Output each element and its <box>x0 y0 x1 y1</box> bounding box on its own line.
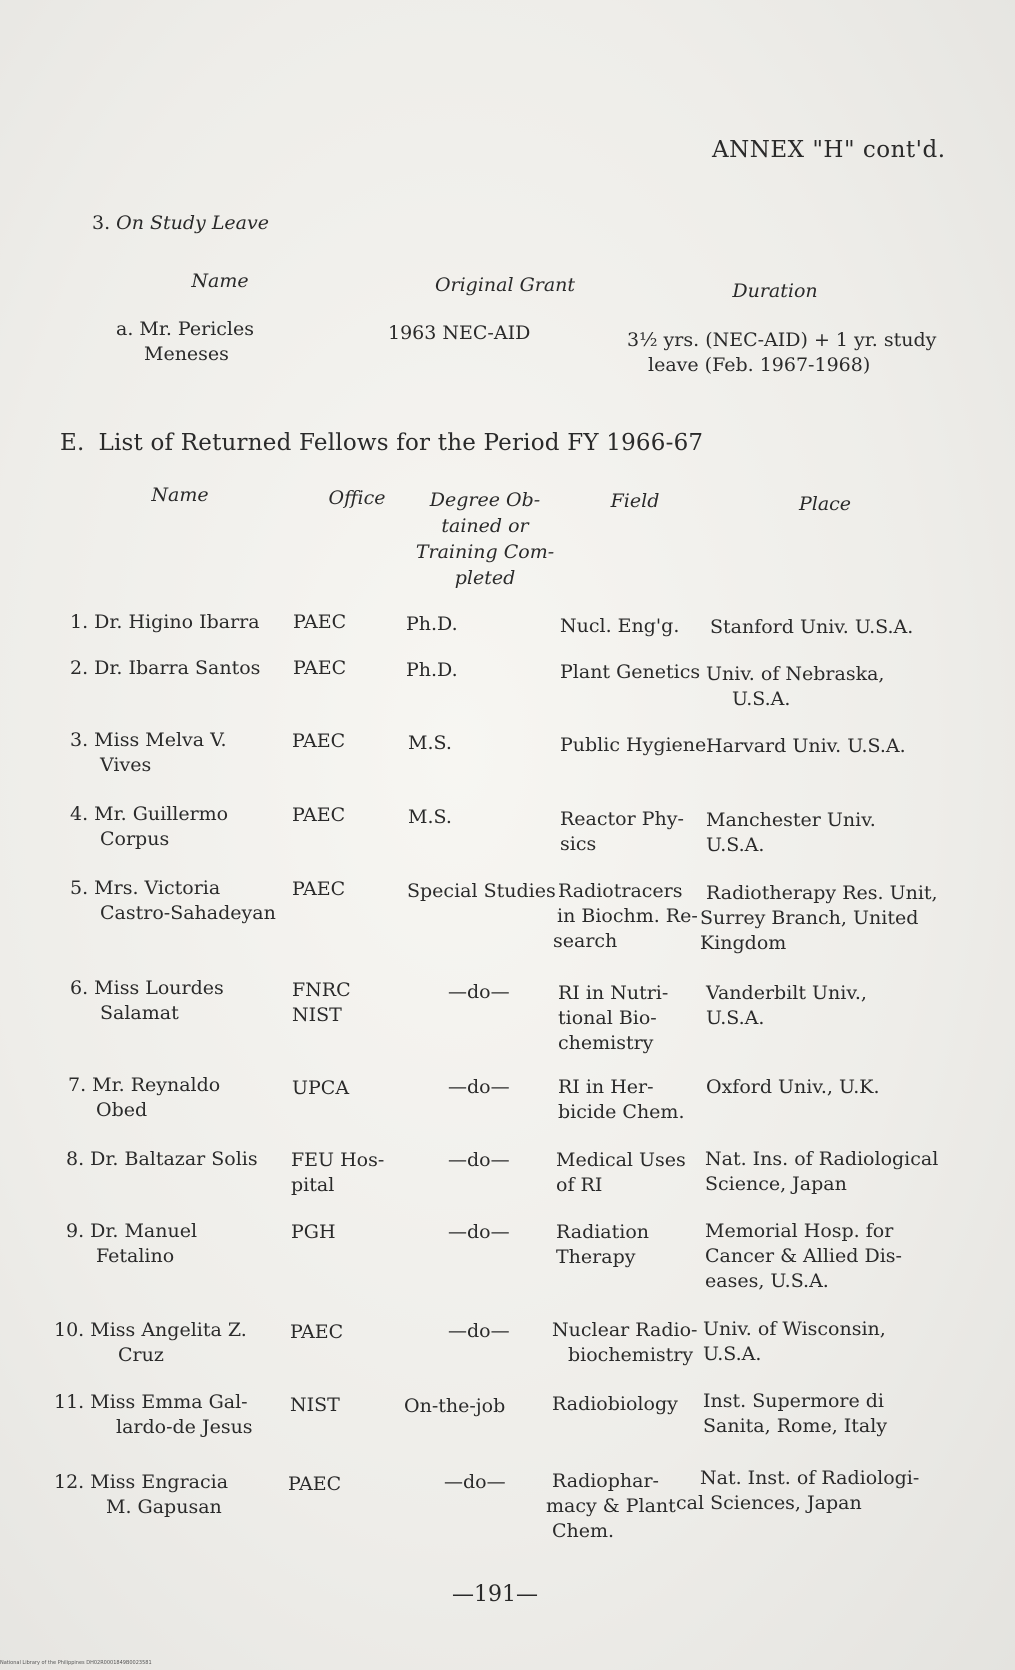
table-row-name: 9. Dr. Manuel Fetalino <box>66 1220 198 1267</box>
table-row-degree: M.S. <box>408 732 452 754</box>
table-row-name: 11. Miss Emma Gal- lardo-de Jesus <box>54 1391 253 1438</box>
table-row-name: 10. Miss Angelita Z. Cruz <box>54 1319 247 1366</box>
table-row-office: FNRC NIST <box>292 979 351 1026</box>
table-row-field: Plant Genetics <box>560 661 701 683</box>
study-leave-grant: 1963 NEC-AID <box>388 322 531 344</box>
study-leave-number: 3. <box>92 212 111 234</box>
table-row-degree: —do— <box>448 1149 510 1171</box>
table-row-place: Manchester Univ. U.S.A. <box>706 809 876 856</box>
study-leave-name: a. Mr. Pericles Meneses <box>116 318 254 365</box>
table-row-field: RI in Nutri- tional Bio- chemistry <box>558 982 669 1054</box>
scan-footer: National Library of the Philippines DH02R0001849B0023581 <box>0 1660 152 1666</box>
table-row-degree: Ph.D. <box>406 659 458 681</box>
table-row-office: PAEC <box>288 1473 342 1495</box>
table-row-place: Vanderbilt Univ., U.S.A. <box>706 982 867 1029</box>
table-row-place: Inst. Supermore di Sanita, Rome, Italy <box>703 1390 888 1437</box>
table-row-degree: On-the-job <box>404 1395 506 1417</box>
table-row-office: PAEC <box>290 1321 344 1343</box>
study-leave-duration: 3½ yrs. (NEC-AID) + 1 yr. study leave (Feb. 1967-1968) <box>627 329 937 376</box>
table-row-office: PAEC <box>293 657 347 679</box>
table-row-name: 5. Mrs. Victoria Castro-Sahadeyan <box>70 877 276 924</box>
table-row-place: Memorial Hosp. for Cancer & Allied Dis- eases, U.S.A. <box>705 1220 902 1292</box>
table-row-office: PGH <box>291 1221 336 1243</box>
returned-fellows-heading <box>60 430 703 456</box>
header-field: Field <box>610 490 660 512</box>
table-row-degree: M.S. <box>408 806 452 828</box>
page-number: —191— <box>452 1582 538 1607</box>
table-row-degree: Special Studies <box>407 880 556 902</box>
table-row-name: 8. Dr. Baltazar Solis <box>66 1148 258 1170</box>
table-row-name: 7. Mr. Reynaldo Obed <box>68 1074 221 1121</box>
table-row-field: Nucl. Eng'g. <box>560 615 680 637</box>
table-row-field: Public Hygiene <box>560 734 707 756</box>
study-leave-header-grant: Original Grant <box>434 274 576 296</box>
table-row-degree: Ph.D. <box>406 613 458 635</box>
returned-fellows-letter: E. <box>60 430 85 456</box>
table-row-field: Medical Uses of RI <box>556 1149 686 1196</box>
table-row-place: Stanford Univ. U.S.A. <box>710 616 914 638</box>
table-row-place: Radiotherapy Res. Unit, Surrey Branch, United Kingdom <box>700 882 938 954</box>
table-row-degree: —do— <box>444 1471 506 1493</box>
table-row-field: RI in Her- bicide Chem. <box>558 1076 685 1123</box>
study-leave-header-duration: Duration <box>732 280 818 302</box>
study-leave-title: On Study Leave <box>116 212 269 234</box>
returned-fellows-title: List of Returned Fellows for the Period FY 1966-67 <box>98 430 704 456</box>
annex-title: ANNEX "H" cont'd. <box>712 137 946 163</box>
table-row-office: FEU Hos- pital <box>291 1149 385 1196</box>
table-row-field: Radiobiology <box>552 1393 678 1415</box>
table-row-office: PAEC <box>292 804 346 826</box>
table-row-office: PAEC <box>293 611 347 633</box>
table-row-name: 6. Miss Lourdes Salamat <box>70 977 224 1024</box>
table-row-office: NIST <box>290 1394 340 1416</box>
table-row-field: Radiophar- macy & Plant Chem. <box>546 1470 676 1542</box>
table-row-degree: —do— <box>448 1221 510 1243</box>
table-row-name: 2. Dr. Ibarra Santos <box>70 657 261 679</box>
study-leave-header-name: Name <box>191 270 249 292</box>
table-row-place: Univ. of Nebraska, U.S.A. <box>706 663 885 710</box>
table-row-place: Nat. Inst. of Radiologi- cal Sciences, Japan <box>676 1467 920 1514</box>
header-office: Office <box>328 487 386 509</box>
table-row-degree: —do— <box>448 1076 510 1098</box>
table-row-office: UPCA <box>292 1077 350 1099</box>
table-row-field: Reactor Phy- sics <box>560 808 684 855</box>
table-row-field: Nuclear Radio- biochemistry <box>552 1319 698 1366</box>
table-row-place: Harvard Univ. U.S.A. <box>706 735 906 757</box>
table-row-field: Radiation Therapy <box>556 1221 650 1268</box>
table-row-degree: —do— <box>448 1320 510 1342</box>
header-place: Place <box>798 493 852 515</box>
table-row-name: 4. Mr. Guillermo Corpus <box>70 803 229 850</box>
table-row-office: PAEC <box>292 730 346 752</box>
table-row-place: Oxford Univ., U.K. <box>706 1076 880 1098</box>
table-row-name: 1. Dr. Higino Ibarra <box>70 611 260 633</box>
table-row-name: 12. Miss Engracia M. Gapusan <box>54 1471 229 1518</box>
table-row-degree: —do— <box>448 981 510 1003</box>
header-degree: Degree Ob- tained or Training Com- pleted <box>415 489 555 589</box>
table-row-office: PAEC <box>292 878 346 900</box>
header-name: Name <box>151 484 209 506</box>
table-row-place: Univ. of Wisconsin, U.S.A. <box>703 1318 886 1365</box>
table-row-field: Radiotracers in Biochm. Re- search <box>553 880 698 952</box>
table-row-name: 3. Miss Melva V. Vives <box>70 729 227 776</box>
table-row-place: Nat. Ins. of Radiological Science, Japan <box>705 1148 939 1195</box>
study-leave-heading <box>92 212 269 234</box>
